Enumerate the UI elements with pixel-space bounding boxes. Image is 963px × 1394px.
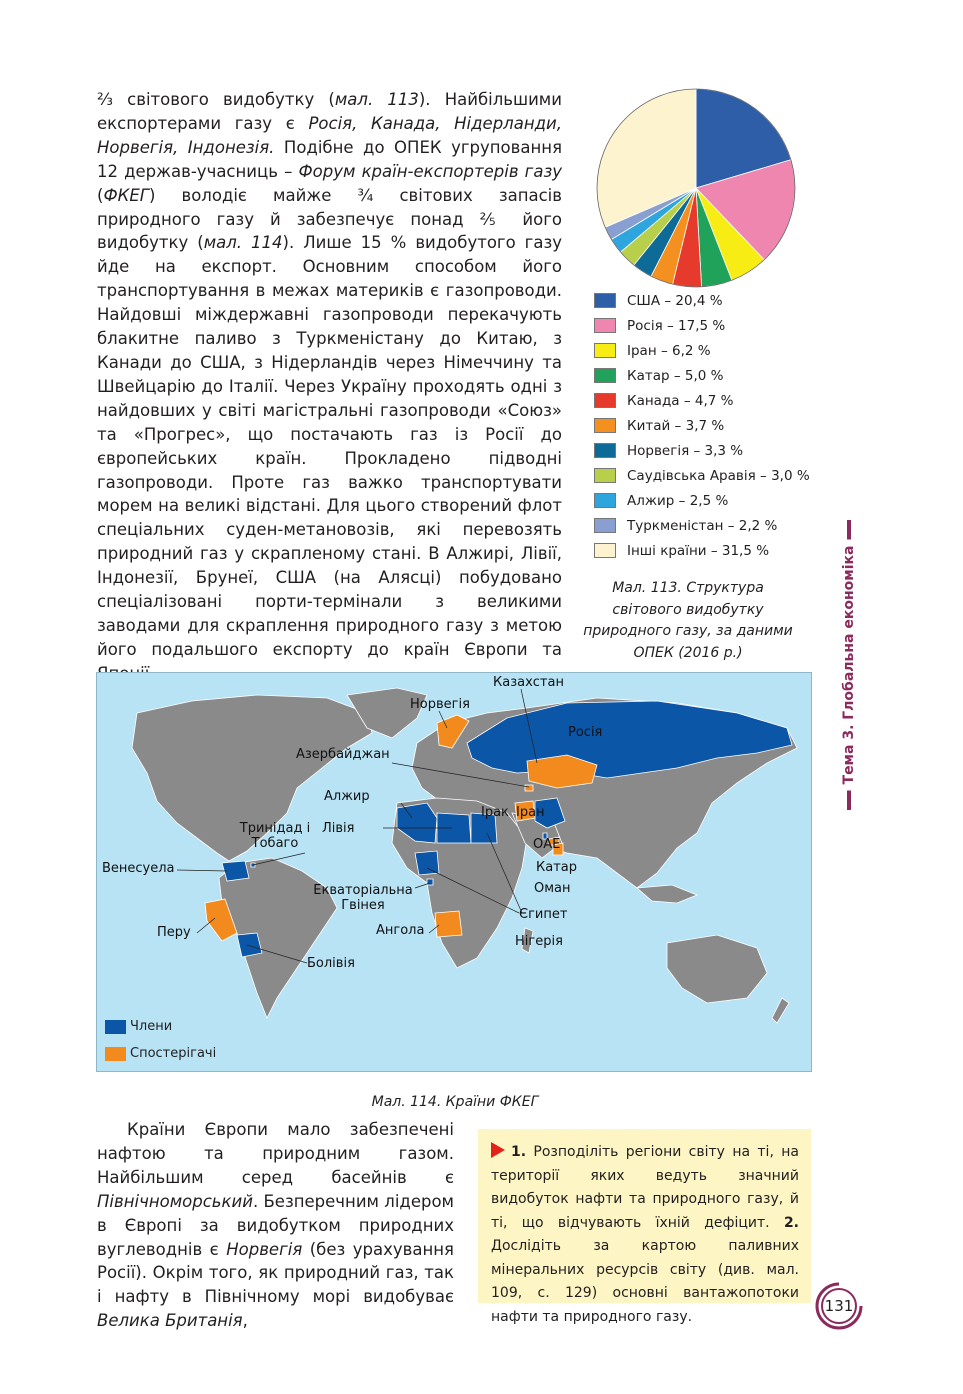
- world-map-graphic: [97, 673, 811, 1071]
- indonesia-islands: [637, 885, 697, 903]
- text-run: ,: [242, 1311, 248, 1331]
- legend-swatch: [594, 368, 616, 383]
- map-label-norway: Норвегія: [410, 697, 470, 712]
- task-text: [491, 1144, 799, 1325]
- map-legend-members: [105, 1019, 172, 1034]
- gas-production-pie-chart: [596, 88, 796, 288]
- text-run: 2.: [783, 1214, 799, 1231]
- text-run: Дослідіть за картою паливних мінеральних ресурсів світу (див. мал. 109, с. 129) основні вантажопотоки нафти та природного газу.: [491, 1238, 799, 1325]
- legend-label: Інші країни – 31,5 %: [627, 542, 770, 559]
- bolivia-member: [237, 933, 262, 957]
- legend-item: [594, 488, 824, 513]
- text-run: Велика Британія: [97, 1311, 243, 1331]
- map-label-nigeria: Нігерія: [515, 934, 563, 949]
- text-run: Розподіліть регіони світу на ті, на території яких ведуть значний видобуток нафти та природного газу, й ті, що відчувають їхній дефіцит.: [491, 1144, 799, 1231]
- text-run: (: [97, 185, 104, 205]
- legend-swatch: [594, 443, 616, 458]
- members-swatch: [105, 1020, 126, 1034]
- text-run: Росія, Канада, Нідерланди, Норвегія, Індонезія.: [97, 113, 562, 157]
- text-run: ⅔ світового видобутку (: [97, 90, 335, 109]
- intro-paragraph: [97, 88, 562, 686]
- legend-swatch: [594, 343, 616, 358]
- map-label-iran: Іран: [516, 805, 545, 820]
- side-title-text: Тема 3. Глобальна економіка: [841, 540, 857, 791]
- text-run: Північноморський: [97, 1191, 253, 1211]
- map-label-azerbaijan: Азербайджан: [296, 747, 390, 762]
- legend-label: Алжир – 2,5 %: [627, 492, 729, 509]
- text-run: . Безперечним лідером в Європі за видобутком природних вуглеводнів є: [97, 1191, 454, 1259]
- angola-observer: [435, 911, 462, 937]
- map-label-egypt: Єгипет: [519, 907, 568, 922]
- map-label-eq-guinea: Екваторіальна Гвінея: [313, 883, 413, 913]
- legend-item: [594, 288, 824, 313]
- task-box: [478, 1129, 811, 1325]
- observers-label: Спостерігачі: [130, 1046, 217, 1061]
- map-label-angola: Ангола: [376, 923, 425, 938]
- legend-item: [594, 313, 824, 338]
- observers-swatch: [105, 1047, 126, 1061]
- text-run: (без урахування Росії). Окрім того, як природний газ, так і нафту в Північному морі видобуває: [97, 1239, 454, 1307]
- text-run: Форум країн-експортерів газу: [298, 161, 562, 181]
- text-run: ). Найбільшими експортерами газу є: [97, 90, 562, 133]
- new-zealand-landmass: [772, 998, 789, 1023]
- map-label-uae: ОАЕ: [533, 837, 561, 852]
- australia-landmass: [667, 935, 767, 1003]
- map-label-algeria: Алжир: [324, 789, 370, 804]
- legend-item: [594, 463, 824, 488]
- legend-item: [594, 538, 824, 563]
- gecf-world-map: [96, 672, 812, 1072]
- venezuela-leader: [177, 870, 227, 871]
- text-run: ФКЕГ: [103, 185, 149, 205]
- map-label-peru: Перу: [157, 925, 191, 940]
- text-run: Норвегія: [226, 1239, 303, 1259]
- legend-swatch: [594, 393, 616, 408]
- map-label-libya: Лівія: [322, 821, 355, 836]
- map-label-venezuela: Венесуела: [102, 861, 175, 876]
- legend-swatch: [594, 518, 616, 533]
- map-label-qatar: Катар: [536, 860, 577, 875]
- nigeria-member: [415, 851, 439, 875]
- text-run: Подібне до ОПЕК угруповання 12 держав-учасниць –: [97, 137, 562, 181]
- map-label-trinidad: Тринідад і Тобаго: [239, 821, 311, 851]
- text-run: ) володіє майже ¾ світових запасів природного газу й забезпечує понад ⅖ його видобутку (: [97, 185, 562, 253]
- figure-114-caption: Мал. 114. Країни ФКЕГ: [371, 1094, 539, 1110]
- legend-label: Росія – 17,5 %: [627, 317, 726, 334]
- legend-item: [594, 513, 824, 538]
- legend-item: [594, 363, 824, 388]
- legend-label: Канада – 4,7 %: [627, 392, 734, 409]
- legend-label: Китай – 3,7 %: [627, 417, 725, 434]
- text-run: 1.: [511, 1144, 527, 1160]
- map-label-oman: Оман: [534, 881, 571, 896]
- text-run: Країни Європи мало забезпечені нафтою та природним газом. Найбільшим серед басейнів є: [97, 1120, 454, 1187]
- map-label-iraq: Ірак: [481, 805, 509, 820]
- legend-label: Туркменістан – 2,2 %: [627, 517, 778, 534]
- legend-label: Норвегія – 3,3 %: [627, 442, 744, 459]
- text-run: мал. 113: [334, 90, 419, 109]
- legend-swatch: [594, 293, 616, 308]
- legend-swatch: [594, 468, 616, 483]
- azerbaijan-observer: [525, 785, 533, 791]
- legend-item: [594, 413, 824, 438]
- legend-swatch: [594, 318, 616, 333]
- legend-swatch: [594, 418, 616, 433]
- map-label-bolivia: Болівія: [307, 956, 355, 971]
- map-legend-observers: [105, 1046, 216, 1061]
- map-label-russia: Росія: [568, 725, 603, 740]
- legend-item: [594, 438, 824, 463]
- legend-swatch: [594, 493, 616, 508]
- legend-item: [594, 388, 824, 413]
- legend-swatch: [594, 543, 616, 558]
- side-chapter-title: [839, 520, 859, 810]
- legend-label: США – 20,4 %: [627, 292, 723, 309]
- pie-legend: [594, 288, 824, 563]
- page-number: 131: [821, 1288, 857, 1324]
- map-label-kazakhstan: Казахстан: [493, 675, 564, 690]
- task-arrow-icon: [491, 1142, 505, 1158]
- europe-paragraph: [97, 1118, 454, 1333]
- text-run: мал. 114: [203, 233, 283, 253]
- south-america-landmass: [219, 858, 337, 1018]
- legend-label: Катар – 5,0 %: [627, 367, 724, 384]
- eq-guinea-member: [427, 879, 433, 885]
- members-label: Члени: [130, 1019, 173, 1034]
- page-number-badge: [815, 1282, 863, 1330]
- figure-113-caption: Мал. 113. Структура світового видобутку природного газу, за даними ОПЕК (2016 р.): [583, 580, 793, 661]
- text-run: ). Лише 15 % видобутого газу йде на експорт. Основним способом його транспортування в межах материків є газопроводи. Найдовші міждержавні газопроводи перекачують блакитне паливо з Туркменістану до Китаю, з Канади до США, з Нідерландів через Німеччину та Швейцарію до Італії. Через Україну проходять одні з найдовших у світі магістральні газопроводи «Союз» та «Прогрес», що постачають газ із Росії до європейських країн. Прокладено підводні газопроводи. Проте газ важко транспортувати морем на великі відстані. Для цього створений флот спеціальних суден-метановозів, які перевозять природний газ у скрапленому стані. В Алжирі, Лівії, Індонезії, Брунеї, США (на Алясці) побудовано спеціалізовані порти-термінали з великими заводами для скраплення природного газу з метою його подальшого експорту до країн Європи та: [97, 233, 563, 659]
- legend-label: Іран – 6,2 %: [627, 342, 711, 359]
- legend-item: [594, 338, 824, 363]
- legend-label: Саудівська Аравія – 3,0 %: [627, 467, 810, 484]
